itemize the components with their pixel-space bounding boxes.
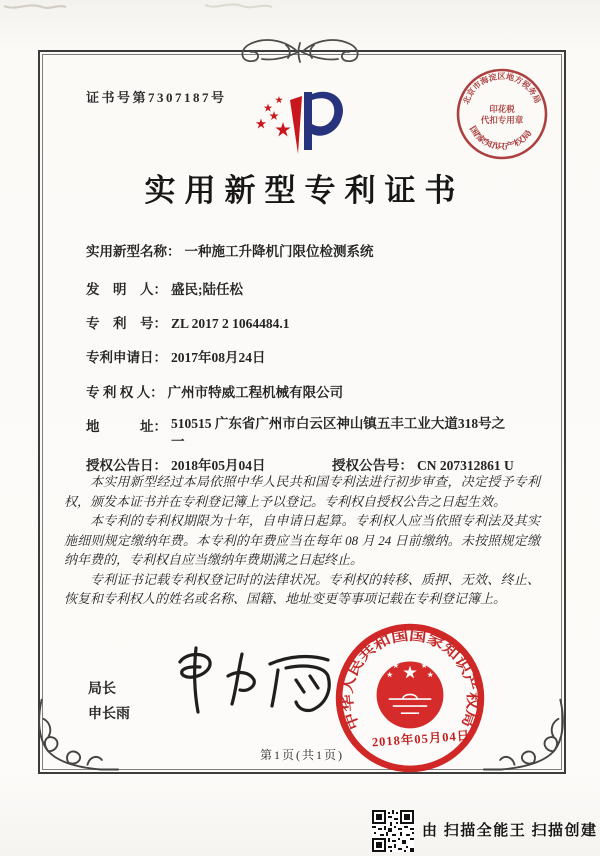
address-line-2: 一 xyxy=(171,434,185,449)
field-value xyxy=(171,415,505,451)
director-signature xyxy=(158,642,343,727)
legal-paragraph: 本实用新型经过本局依照中华人民共和国专利法进行初步审查，决定授予专利权，颁发本证书并在专利登记簿上予以登记。专利权自授权公告之日起生效。 xyxy=(64,474,540,509)
field-value: CN 207312861 U xyxy=(417,458,514,473)
scanner-credit-text: 由 扫描全能王 扫描创建 xyxy=(422,823,598,839)
top-flourish-ornament-icon xyxy=(222,33,378,71)
page-number: 第1页(共1页) xyxy=(260,748,344,762)
tax-stamp-center-line2: 代扣专用章 xyxy=(480,115,524,125)
seal-date: 2018年05月04日 xyxy=(371,728,471,750)
field-label: 实用新型名称： xyxy=(86,244,181,259)
field-patentee xyxy=(86,381,343,401)
tax-stamp-seal xyxy=(452,64,552,164)
sipo-logo-icon xyxy=(252,84,348,164)
certificate-number: 证书号第7307187号 xyxy=(86,90,227,105)
legal-text-block xyxy=(64,472,540,609)
svg-text:北京市海淀区地方税务局 xyxy=(461,71,543,106)
field-value: 广州市特威工程机械有限公司 xyxy=(167,385,344,400)
tax-stamp-top-text: 北京市海淀区地方税务局 xyxy=(461,71,543,106)
certificate-title: 实用新型专利证书 xyxy=(144,173,465,208)
tax-stamp-center-line1: 印花税 xyxy=(489,104,515,114)
field-label: 授权公告号： xyxy=(332,458,413,473)
field-inventor xyxy=(86,278,243,298)
field-utility-model-name xyxy=(86,240,374,260)
scan-artifact-handwriting xyxy=(0,0,300,14)
field-grant-number xyxy=(332,454,514,474)
field-label: 专 利 权 人： xyxy=(86,385,164,400)
field-value: 2018年05月04日 xyxy=(171,458,266,473)
tax-stamp-bottom-text: 国家知识产权局 xyxy=(467,124,532,152)
svg-text:国家知识产权局 xyxy=(468,124,534,152)
field-filing-date xyxy=(86,346,266,366)
field-grant-announcement xyxy=(86,454,514,474)
field-address xyxy=(86,415,505,451)
field-label: 专利申请日： xyxy=(86,350,167,365)
field-value: 盛民;陆任松 xyxy=(171,282,243,297)
seal-ring-text: 中华人民共和国国家知识产权局 xyxy=(340,627,481,732)
address-line-1: 510515 广东省广州市白云区神山镇五丰工业大道318号之 xyxy=(171,416,506,431)
field-value: ZL 2017 2 1064484.1 xyxy=(171,316,290,331)
qr-code-icon xyxy=(372,810,414,852)
legal-paragraph: 专利证书记载专利权登记时的法律状况。专利权的转移、质押、无效、终止、恢复和专利权人的姓名或名称、国籍、地址变更等事项记载在专利登记簿上。 xyxy=(64,571,540,606)
director-name: 申长雨 xyxy=(88,707,130,722)
field-value: 一种施工升降机门限位检测系统 xyxy=(184,244,374,259)
legal-paragraph: 本专利的专利权期限为十年，自申请日起算。专利权人应当依照专利法及其实施细则规定缴纳年费。本专利的年费应当在每年 08 月 24 日前缴纳。未按照规定缴纳年费的，专利权自应当缴纳年费期满之日起终止。 xyxy=(64,513,540,567)
field-label: 专 利 号： xyxy=(86,316,167,331)
national-emblem-icon xyxy=(377,662,444,729)
field-label: 地 址： xyxy=(86,419,167,434)
field-label: 发 明 人： xyxy=(86,282,167,297)
director-title: 局长 xyxy=(88,682,116,697)
field-label: 授权公告日： xyxy=(86,458,167,473)
field-patent-number xyxy=(86,312,290,332)
field-value: 2017年08月24日 xyxy=(171,350,266,365)
corner-flourish-ornament-icon xyxy=(34,694,120,780)
